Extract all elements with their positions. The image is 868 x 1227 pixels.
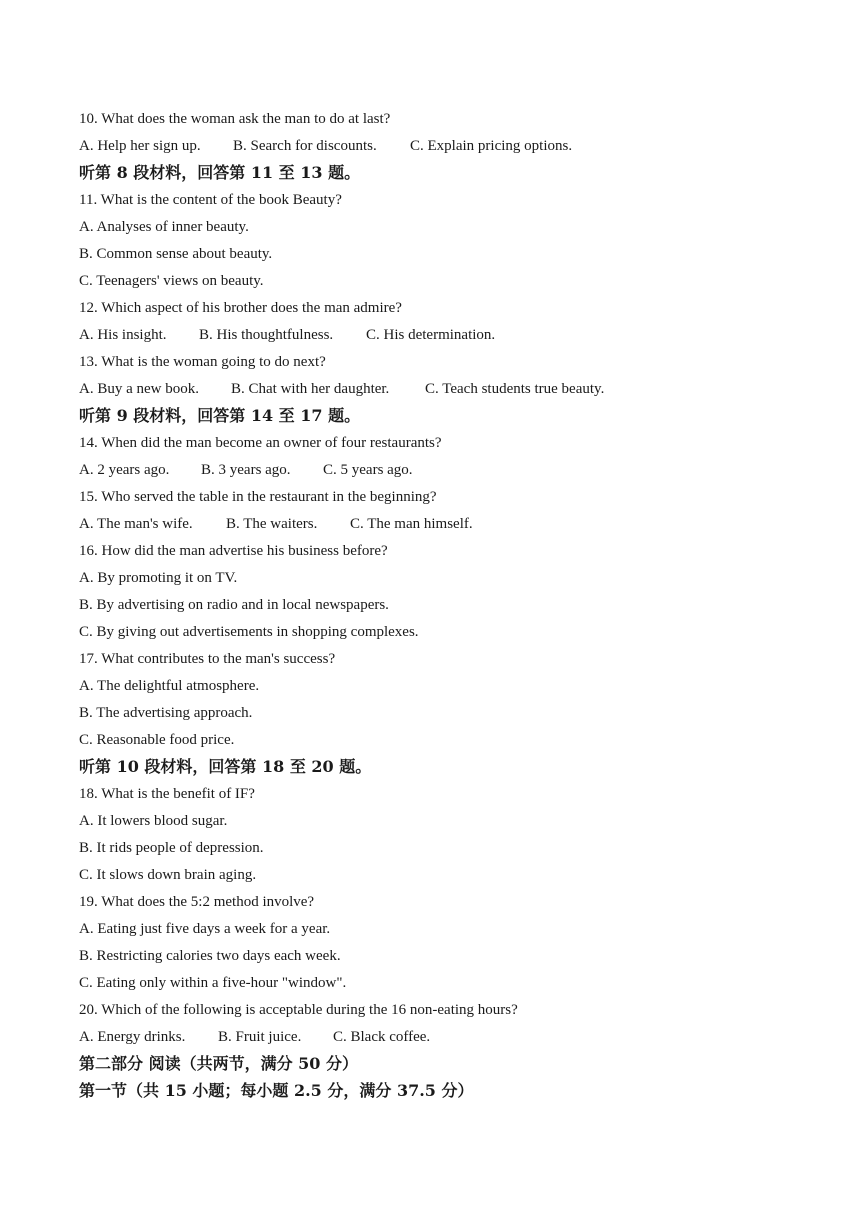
option-b: B. His thoughtfulness. [199,327,334,343]
option-c: C. 5 years ago. [323,462,413,478]
option-c: C. Eating only within a five-hour "window". [79,975,347,991]
option-c: C. Teach students true beauty. [425,381,605,397]
option-a: A. It lowers blood sugar. [79,813,228,829]
option-a: A. Eating just five days a week for a year. [79,921,331,937]
option-a: A. Analyses of inner beauty. [79,219,249,235]
option-c: C. It slows down brain aging. [79,867,257,883]
option-a: A. 2 years ago. [79,462,170,478]
question-15-options [79,514,473,534]
option-b: B. Common sense about beauty. [79,246,273,262]
question-18: 18. What is the benefit of IF? [79,786,255,802]
option-a: A. His insight. [79,327,167,343]
option-a: A. Help her sign up. [79,138,201,154]
option-b: B. Search for discounts. [233,138,377,154]
part-2-section-1-heading: 第一节（共 15 小题；每小题 2.5 分，满分 37.5 分） [79,1081,474,1100]
option-b: B. The waiters. [226,516,318,532]
question-16: 16. How did the man advertise his business before? [79,543,388,559]
question-17: 17. What contributes to the man's success? [79,651,336,667]
option-a: A. By promoting it on TV. [79,570,238,586]
question-20: 20. Which of the following is acceptable during the 16 non-eating hours? [79,1002,518,1018]
option-c: C. Teenagers' views on beauty. [79,273,264,289]
option-c: C. His determination. [366,327,496,343]
question-12-options [79,325,495,345]
option-a: A. Buy a new book. [79,381,199,397]
option-b: B. Chat with her daughter. [231,381,390,397]
question-11: 11. What is the content of the book Beauty? [79,192,342,208]
question-13-options [79,379,604,399]
option-c: C. Explain pricing options. [410,138,573,154]
question-10-options [79,136,572,156]
part-2-heading: 第二部分 阅读（共两节，满分 50 分） [79,1054,358,1073]
question-19: 19. What does the 5:2 method involve? [79,894,315,910]
question-12: 12. Which aspect of his brother does the man admire? [79,300,402,316]
option-b: B. The advertising approach. [79,705,253,721]
option-b: B. Restricting calories two days each week. [79,948,341,964]
option-a: A. The man's wife. [79,516,193,532]
option-c: C. By giving out advertisements in shopping complexes. [79,624,419,640]
option-b: B. 3 years ago. [201,462,291,478]
option-c: C. Black coffee. [333,1029,431,1045]
question-20-options [79,1027,430,1047]
section-10-heading: 听第 10 段材料，回答第 18 至 20 题。 [79,757,372,776]
section-8-heading: 听第 8 段材料，回答第 11 至 13 题。 [79,163,361,182]
option-a: A. The delightful atmosphere. [79,678,260,694]
option-b: B. By advertising on radio and in local newspapers. [79,597,389,613]
section-9-heading: 听第 9 段材料，回答第 14 至 17 题。 [79,406,361,425]
question-13: 13. What is the woman going to do next? [79,354,326,370]
question-14-options [79,460,413,480]
question-15: 15. Who served the table in the restaurant in the beginning? [79,489,437,505]
question-14: 14. When did the man become an owner of four restaurants? [79,435,442,451]
option-b: B. It rids people of depression. [79,840,264,856]
question-10: 10. What does the woman ask the man to do at last? [79,111,391,127]
option-c: C. Reasonable food price. [79,732,235,748]
option-c: C. The man himself. [350,516,473,532]
option-a: A. Energy drinks. [79,1029,186,1045]
option-b: B. Fruit juice. [218,1029,302,1045]
